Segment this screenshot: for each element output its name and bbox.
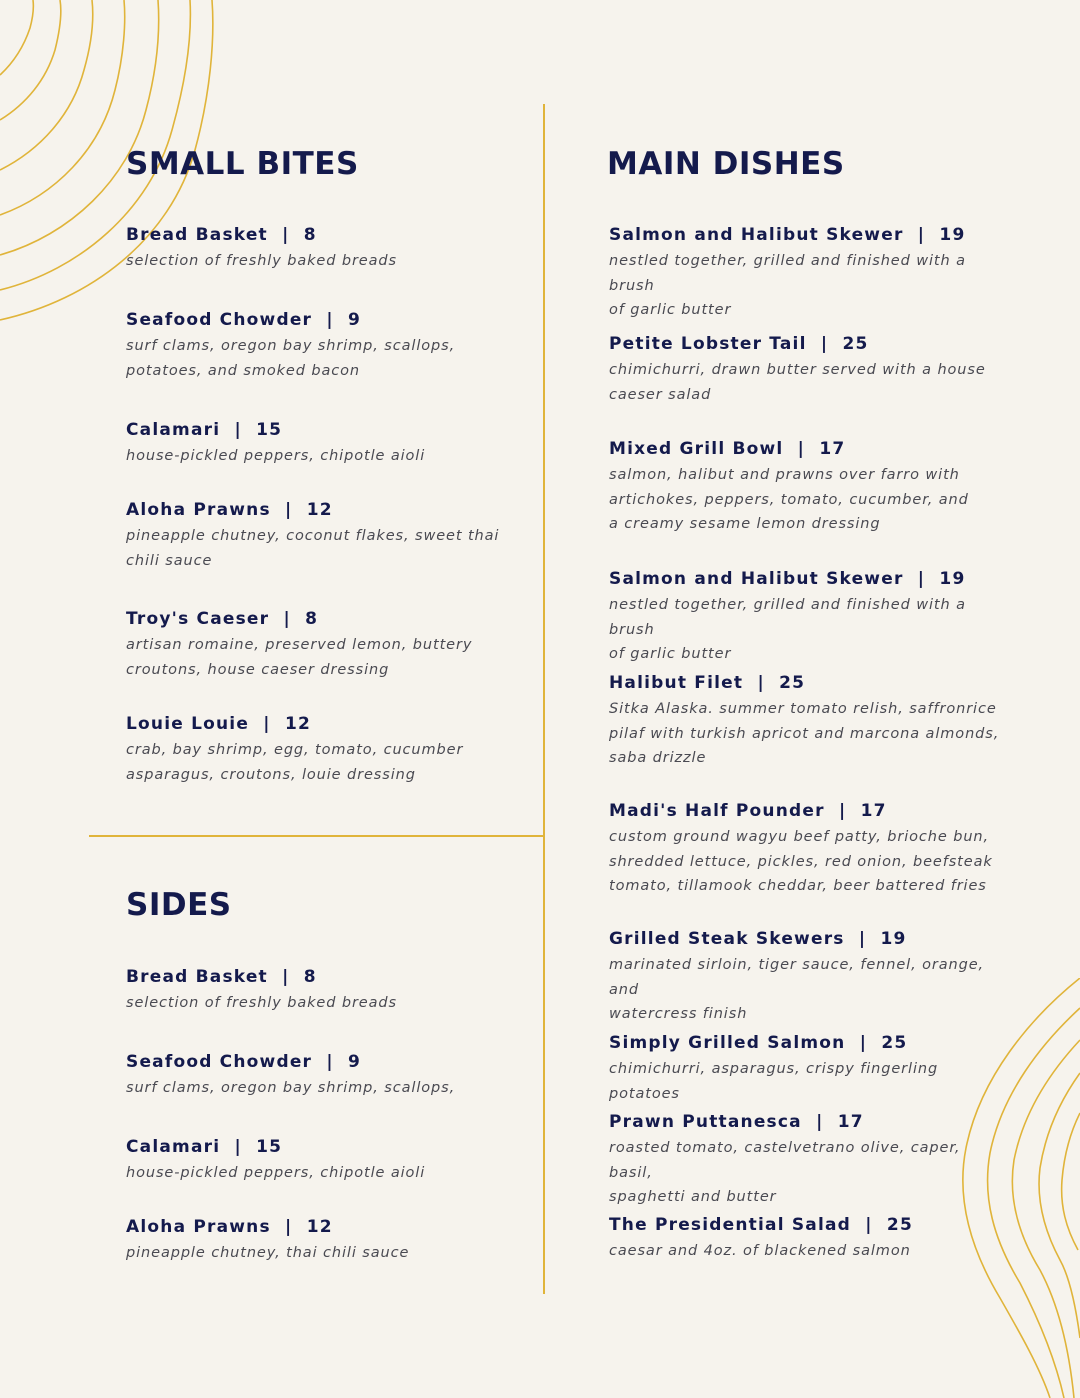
description-line: caesar and 4oz. of blackened salmon xyxy=(609,1243,911,1259)
menu-item xyxy=(609,1032,1009,1106)
item-name: Calamari xyxy=(126,1137,221,1157)
item-price: 12 xyxy=(306,500,333,520)
description-line: custom ground wagyu beef patty, brioche bun, xyxy=(609,829,990,845)
item-name: Calamari xyxy=(126,420,221,440)
menu-item xyxy=(126,309,455,383)
menu-item xyxy=(609,568,1009,667)
item-name-line: Aloha Prawns | 12 xyxy=(126,1217,333,1237)
item-name-line: Louie Louie | 12 xyxy=(126,714,312,734)
item-price: 8 xyxy=(305,609,319,629)
item-description xyxy=(126,524,499,573)
menu-item xyxy=(126,713,463,787)
menu-item xyxy=(609,672,999,771)
menu-item xyxy=(609,333,986,407)
item-name: Troy's Caeser xyxy=(126,609,270,629)
main-dishes-title: MAIN DISHES xyxy=(607,146,845,182)
item-name: Aloha Prawns xyxy=(126,1217,271,1237)
description-line: roasted tomato, castelvetrano olive, caper, basil, xyxy=(609,1140,961,1181)
description-line: house-pickled peppers, chipotle aioli xyxy=(126,1165,426,1181)
item-description xyxy=(126,738,463,787)
item-description xyxy=(126,444,425,469)
description-line: tomato, tillamook cheddar, beer battered fries xyxy=(609,878,987,895)
item-price: 17 xyxy=(837,1112,864,1132)
item-name-line: Aloha Prawns | 12 xyxy=(126,500,333,520)
menu-item xyxy=(126,419,425,469)
item-description xyxy=(609,1057,1009,1106)
item-description xyxy=(126,633,472,682)
menu-item xyxy=(609,1214,913,1264)
item-name: Seafood Chowder xyxy=(126,310,313,330)
item-name-line: Seafood Chowder | 9 xyxy=(126,310,362,330)
description-line: artichokes, peppers, tomato, cucumber, and xyxy=(609,491,969,508)
item-name-line: Mixed Grill Bowl | 17 xyxy=(609,439,846,459)
item-price: 17 xyxy=(860,801,887,821)
item-name: Simply Grilled Salmon xyxy=(609,1033,846,1053)
menu-item xyxy=(126,1216,409,1266)
item-price: 15 xyxy=(256,420,283,440)
item-name-line: Troy's Caeser | 8 xyxy=(126,609,319,629)
item-name: Bread Basket xyxy=(126,967,268,987)
description-line: pilaf with turkish apricot and marcona almonds, xyxy=(609,725,1000,742)
description-line: chimichurri, drawn butter served with a house xyxy=(609,362,986,378)
item-description xyxy=(609,1239,913,1264)
description-line: chimichurri, asparagus, crispy fingerling potatoes xyxy=(609,1061,939,1102)
description-line: selection of freshly baked breads xyxy=(126,995,397,1011)
description-line: selection of freshly baked breads xyxy=(126,253,397,269)
item-name: Halibut Filet xyxy=(609,673,744,693)
item-name-line: Salmon and Halibut Skewer | 19 xyxy=(609,569,966,589)
item-price: 25 xyxy=(886,1215,913,1235)
description-line: pineapple chutney, coconut flakes, sweet thai xyxy=(126,528,500,544)
item-description xyxy=(126,334,455,383)
item-name-line: Calamari | 15 xyxy=(126,1137,283,1157)
item-name: Seafood Chowder xyxy=(126,1052,313,1072)
item-description xyxy=(126,1161,425,1186)
description-line: a creamy sesame lemon dressing xyxy=(609,516,881,533)
menu-item xyxy=(609,800,993,899)
description-line: surf clams, oregon bay shrimp, scallops, xyxy=(126,1080,456,1096)
item-price: 25 xyxy=(842,334,869,354)
item-name-line: Halibut Filet | 25 xyxy=(609,673,806,693)
item-price: 9 xyxy=(348,310,362,330)
item-name: Salmon and Halibut Skewer xyxy=(609,569,904,589)
menu-item xyxy=(609,224,1009,323)
menu-item xyxy=(126,608,472,682)
description-line: nestled together, grilled and finished with a brush xyxy=(609,253,966,294)
description-line: potatoes, and smoked bacon xyxy=(126,362,360,379)
item-description xyxy=(609,1136,1009,1210)
item-name-line: Prawn Puttanesca | 17 xyxy=(609,1112,864,1132)
item-price: 19 xyxy=(939,225,966,245)
menu-item xyxy=(609,928,1009,1027)
item-description xyxy=(126,249,397,274)
item-description xyxy=(609,825,993,899)
description-line: saba drizzle xyxy=(609,750,707,767)
menu-item xyxy=(126,224,397,274)
horizontal-divider xyxy=(89,835,545,837)
description-line: shredded lettuce, pickles, red onion, beefsteak xyxy=(609,853,993,870)
sides-title: SIDES xyxy=(126,887,232,923)
item-price: 19 xyxy=(880,929,907,949)
menu-item xyxy=(609,1111,1009,1210)
item-name-line: Petite Lobster Tail | 25 xyxy=(609,334,869,354)
description-line: watercress finish xyxy=(609,1006,748,1023)
description-line: Sitka Alaska. summer tomato relish, saffronrice xyxy=(609,701,997,717)
menu-item xyxy=(126,499,499,573)
menu-item xyxy=(126,1051,455,1101)
description-line: asparagus, croutons, louie dressing xyxy=(126,766,416,783)
item-description xyxy=(126,1241,409,1266)
item-name: Grilled Steak Skewers xyxy=(609,929,845,949)
item-name-line: Bread Basket | 8 xyxy=(126,967,317,987)
item-price: 25 xyxy=(779,673,806,693)
item-name: Aloha Prawns xyxy=(126,500,271,520)
item-name: Salmon and Halibut Skewer xyxy=(609,225,904,245)
item-price: 8 xyxy=(303,225,317,245)
item-price: 25 xyxy=(881,1033,908,1053)
item-price: 9 xyxy=(348,1052,362,1072)
item-name: The Presidential Salad xyxy=(609,1215,852,1235)
item-name-line: Grilled Steak Skewers | 19 xyxy=(609,929,907,949)
description-line: spaghetti and butter xyxy=(609,1189,777,1206)
description-line: pineapple chutney, thai chili sauce xyxy=(126,1245,410,1261)
item-name-line: Salmon and Halibut Skewer | 19 xyxy=(609,225,966,245)
description-line: artisan romaine, preserved lemon, buttery xyxy=(126,637,473,653)
item-price: 12 xyxy=(284,714,312,734)
item-name-line: Calamari | 15 xyxy=(126,420,283,440)
item-name: Bread Basket xyxy=(126,225,268,245)
item-price: 19 xyxy=(939,569,966,589)
description-line: house-pickled peppers, chipotle aioli xyxy=(126,448,426,464)
item-description xyxy=(126,1076,455,1101)
item-price: 12 xyxy=(306,1217,333,1237)
item-name-line: The Presidential Salad | 25 xyxy=(609,1215,913,1235)
item-name-line: Bread Basket | 8 xyxy=(126,225,317,245)
item-name: Madi's Half Pounder xyxy=(609,801,825,821)
item-description xyxy=(609,697,999,771)
item-name-line: Seafood Chowder | 9 xyxy=(126,1052,362,1072)
menu-item xyxy=(609,438,969,537)
description-line: crab, bay shrimp, egg, tomato, cucumber xyxy=(126,742,464,758)
item-name: Louie Louie xyxy=(126,714,250,734)
small-bites-title: SMALL BITES xyxy=(126,146,359,182)
item-description xyxy=(609,953,1009,1027)
item-price: 8 xyxy=(303,967,317,987)
item-description xyxy=(609,463,969,537)
description-line: chili sauce xyxy=(126,552,213,569)
vertical-divider xyxy=(543,104,545,1294)
description-line: salmon, halibut and prawns over farro with xyxy=(609,467,960,483)
description-line: nestled together, grilled and finished with a brush xyxy=(609,597,966,638)
description-line: of garlic butter xyxy=(609,646,732,663)
description-line: marinated sirloin, tiger sauce, fennel, orange, and xyxy=(609,957,985,998)
item-price: 17 xyxy=(819,439,846,459)
item-description xyxy=(609,593,1009,667)
description-line: surf clams, oregon bay shrimp, scallops, xyxy=(126,338,456,354)
item-name-line: Madi's Half Pounder | 17 xyxy=(609,801,887,821)
menu-item xyxy=(126,966,397,1016)
item-description xyxy=(609,249,1009,323)
item-name: Mixed Grill Bowl xyxy=(609,439,784,459)
item-description xyxy=(609,358,986,407)
item-name-line: Simply Grilled Salmon | 25 xyxy=(609,1033,908,1053)
item-description xyxy=(126,991,397,1016)
item-name: Prawn Puttanesca xyxy=(609,1112,802,1132)
item-name: Petite Lobster Tail xyxy=(609,334,807,354)
description-line: caeser salad xyxy=(609,386,712,403)
item-price: 15 xyxy=(256,1137,283,1157)
description-line: croutons, house caeser dressing xyxy=(126,661,390,678)
description-line: of garlic butter xyxy=(609,302,732,319)
menu-item xyxy=(126,1136,425,1186)
